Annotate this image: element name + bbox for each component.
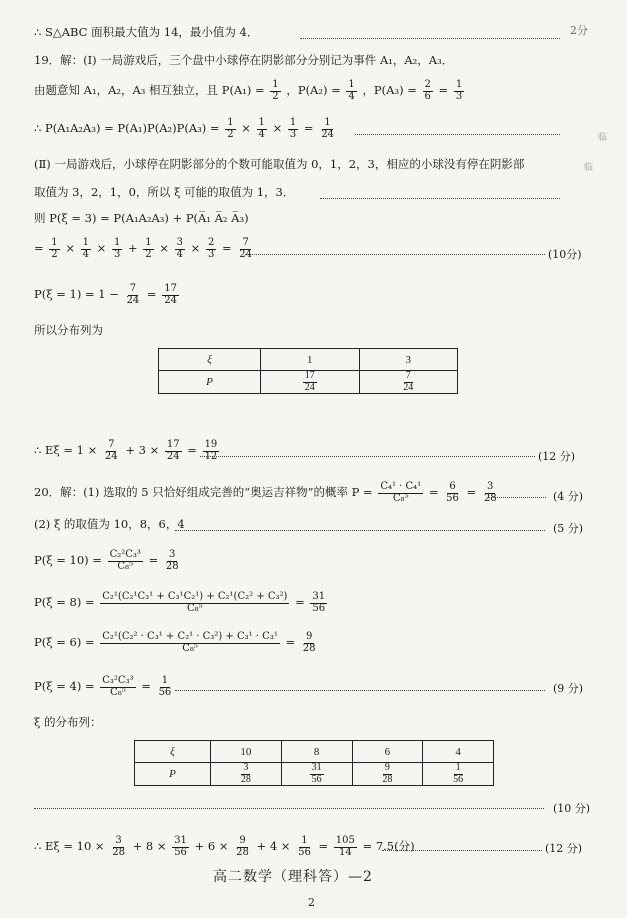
score-mark: (4 分) — [553, 490, 584, 503]
table-cell: $\frac{17}{24}$ — [261, 371, 360, 394]
q20-part1: 20．解：(1) 选取的 5 只恰好组成完善的“奥运吉祥物”的概率 P = $\frac{\text{C₄¹ · C₄¹}}{\text{C₈⁵}}$ = $\frac{6}{56}$ = $\frac{3}{28}$ — [34, 481, 497, 504]
table-cell: $\frac{9}{28}$ — [352, 763, 423, 786]
fraction: $\frac{\text{C₂²C₃³}}{\text{C₈⁵}}$ — [109, 549, 141, 572]
fraction: $\frac{\text{C₂¹(C₂¹C₃¹ + C₃¹C₂¹) + C₂¹(C₂² + C₃²)}}{\text{C₈⁵}}$ — [102, 591, 288, 614]
table-cell: $\frac{3}{28}$ — [211, 763, 282, 786]
q20-expectation: ∴ Eξ = 10 × $\frac{3}{28}$ + 8 × $\frac{31}{56}$ + 6 × $\frac{9}{28}$ + 4 × $\frac{1}{56}$ = $\frac{105}{14}$ = 7.5(分) — [34, 835, 415, 858]
q20-xi-values: (2) ξ 的取值为 10，8，6，4 — [34, 517, 185, 531]
table-row — [159, 371, 458, 394]
fraction: $\frac{\text{C₄¹ · C₄¹}}{\text{C₈⁵}}$ — [380, 481, 422, 504]
fraction: $\frac{1}{3}$ — [289, 117, 297, 140]
page-footer-title: 高二数学（理科答）—2 — [213, 869, 373, 885]
fraction: $\frac{1}{4}$ — [258, 117, 265, 140]
fraction: $\frac{105}{14}$ — [335, 835, 355, 858]
fraction: $\frac{1}{2}$ — [272, 79, 279, 102]
q20-p-xi-6: P(ξ = 6) = $\frac{\text{C₂¹(C₂² · C₃¹ + C₂¹ · C₃²) + C₃¹ · C₃¹}}{\text{C₈⁵}}$ = $\frac{9}{28}$ — [34, 631, 316, 654]
score-mark: (9 分) — [553, 682, 584, 695]
text: ∴ S△ABC 面积最大值为 14，最小值为 4． — [34, 25, 259, 39]
table-cell: 8 — [281, 741, 352, 763]
fraction: $\frac{17}{24}$ — [164, 283, 177, 306]
fraction: $\frac{\text{C₂¹(C₂² · C₃¹ + C₂¹ · C₃²) + C₃¹ · C₃¹}}{\text{C₈⁵}}$ — [102, 631, 278, 654]
score-mark-top: 2分 — [570, 24, 588, 37]
fraction: $\frac{1}{4}$ — [82, 237, 89, 260]
dot-leader — [200, 456, 535, 457]
fraction: $\frac{1}{56}$ — [158, 675, 172, 698]
fraction: $\frac{1}{2}$ — [51, 237, 58, 260]
fraction: $\frac{31}{56}$ — [312, 591, 326, 614]
fraction: $\frac{1}{2}$ — [145, 237, 152, 260]
fraction: $\frac{1}{3}$ — [113, 237, 121, 260]
score-mark: (10 分) — [553, 802, 591, 815]
fraction: $\frac{7}{24}$ — [126, 283, 140, 306]
q19-part1-intro: 19．解：(Ⅰ) 一局游戏后，三个盘中小球停在阴影部分分别记为事件 A₁，A₂，A₃． — [34, 53, 454, 67]
fraction: $\frac{9}{28}$ — [236, 835, 249, 858]
q20-p-xi-8: P(ξ = 8) = $\frac{\text{C₂¹(C₂¹C₃¹ + C₃¹C₂¹) + C₂¹(C₂² + C₃²)}}{\text{C₈⁵}}$ = $\frac{31}{56}$ — [34, 591, 326, 614]
dot-leader — [34, 808, 544, 809]
page-number: 2 — [308, 896, 315, 909]
dot-leader — [382, 850, 542, 851]
margin-mark: 临 — [584, 163, 594, 173]
margin-mark: 临 — [598, 133, 608, 143]
fraction: $\frac{3}{4}$ — [176, 237, 183, 260]
score-mark: (10分) — [548, 248, 582, 261]
table-cell: 1 — [261, 349, 360, 371]
table-header-cell: P — [159, 371, 261, 394]
score-mark: (12 分) — [538, 450, 576, 463]
dot-leader — [300, 38, 560, 39]
score-mark: (12 分) — [545, 842, 583, 855]
fraction: $\frac{17}{24}$ — [166, 439, 180, 462]
q19-part2-intro: (Ⅱ) 一局游戏后，小球停在阴影部分的个数可能取值为 0，1，2，3，相应的小球没有停在阴影部 — [34, 157, 525, 171]
table-cell: $\frac{31}{56}$ — [281, 763, 352, 786]
dot-leader — [320, 198, 560, 199]
distribution-table-2 — [134, 740, 494, 786]
q19-p-xi-3-calc: = $\frac{1}{2}$ × $\frac{1}{4}$ × $\frac{1}{3}$ + $\frac{1}{2}$ × $\frac{3}{4}$ × $\frac{2}{3}$ = $\frac{7}{24}$ — [34, 237, 252, 260]
distribution-heading-1: 所以分布列为 — [34, 323, 103, 337]
q19-p-xi-1: P(ξ = 1) = 1 − $\frac{7}{24}$ = $\frac{17}{24}$ — [34, 283, 177, 306]
score-mark: (5 分) — [553, 522, 584, 535]
area-conclusion — [34, 26, 258, 40]
fraction: $\frac{2}{3}$ — [207, 237, 215, 260]
fraction: $\frac{6}{56}$ — [446, 481, 459, 504]
table-row — [135, 741, 494, 763]
table-row — [135, 763, 494, 786]
table-header-cell: ξ — [159, 349, 261, 371]
fraction: $\frac{7}{24}$ — [104, 439, 118, 462]
fraction: $\frac{3}{28}$ — [165, 549, 179, 572]
dot-leader — [355, 134, 560, 135]
table-cell: 10 — [211, 741, 282, 763]
q19-probabilities: 由题意知 A₁，A₂，A₃ 相互独立，且 P(A₁) = $\frac{1}{2}$ ，P(A₂) = $\frac{1}{4}$ ，P(A₃) = $\frac{2}{6}$ = $\frac{1}{3}$ — [34, 79, 463, 102]
dot-leader — [175, 530, 545, 531]
fraction: $\frac{9}{28}$ — [302, 631, 316, 654]
fraction: $\frac{\text{C₃²C₃³}}{\text{C₈⁵}}$ — [102, 675, 134, 698]
table-cell: 6 — [352, 741, 423, 763]
q19-p-xi-3: 则 P(ξ = 3) = P(A₁A₂A₃) + P(A̅₁ A̅₂ A̅₃) — [34, 211, 249, 225]
q19-product-probability: ∴ P(A₁A₂A₃) = P(A₁)P(A₂)P(A₃) = $\frac{1}{2}$ × $\frac{1}{4}$ × $\frac{1}{3}$ = $\frac{1}{24}$ — [34, 117, 334, 140]
fraction: $\frac{1}{56}$ — [298, 835, 311, 858]
q20-p-xi-10: P(ξ = 10) = $\frac{\text{C₂²C₃³}}{\text{C₈⁵}}$ = $\frac{3}{28}$ — [34, 549, 179, 572]
distribution-heading-2: ξ 的分布列： — [34, 715, 102, 729]
dot-leader — [175, 690, 545, 691]
table-cell: 3 — [359, 349, 458, 371]
dot-leader — [245, 254, 545, 255]
table-cell: $\frac{7}{24}$ — [359, 371, 458, 394]
table-header-cell: P — [135, 763, 211, 786]
table-cell: $\frac{1}{56}$ — [423, 763, 494, 786]
fraction: $\frac{31}{56}$ — [174, 835, 187, 858]
q19-expectation: ∴ Eξ = 1 × $\frac{7}{24}$ + 3 × $\frac{17}{24}$ = $\frac{19}{12}$ — [34, 439, 218, 462]
fraction: $\frac{1}{24}$ — [321, 117, 334, 140]
fraction: $\frac{1}{2}$ — [227, 117, 234, 140]
q20-p-xi-4: P(ξ = 4) = $\frac{\text{C₃²C₃³}}{\text{C₈⁵}}$ = $\frac{1}{56}$ — [34, 675, 172, 698]
q19-xi-values: 取值为 3，2，1，0，所以 ξ 可能的取值为 1，3． — [34, 185, 295, 199]
fraction: $\frac{19}{12}$ — [204, 439, 218, 462]
fraction: $\frac{2}{6}$ — [424, 79, 431, 102]
fraction: $\frac{3}{28}$ — [112, 835, 125, 858]
fraction: $\frac{1}{4}$ — [348, 79, 355, 102]
table-cell: 4 — [423, 741, 494, 763]
distribution-table-1 — [158, 348, 458, 394]
table-header-cell: ξ — [135, 741, 211, 763]
table-row — [159, 349, 458, 371]
dot-leader — [488, 497, 546, 498]
fraction: $\frac{7}{24}$ — [239, 237, 252, 260]
fraction: $\frac{1}{3}$ — [455, 79, 463, 102]
fraction: $\frac{3}{28}$ — [483, 481, 497, 504]
